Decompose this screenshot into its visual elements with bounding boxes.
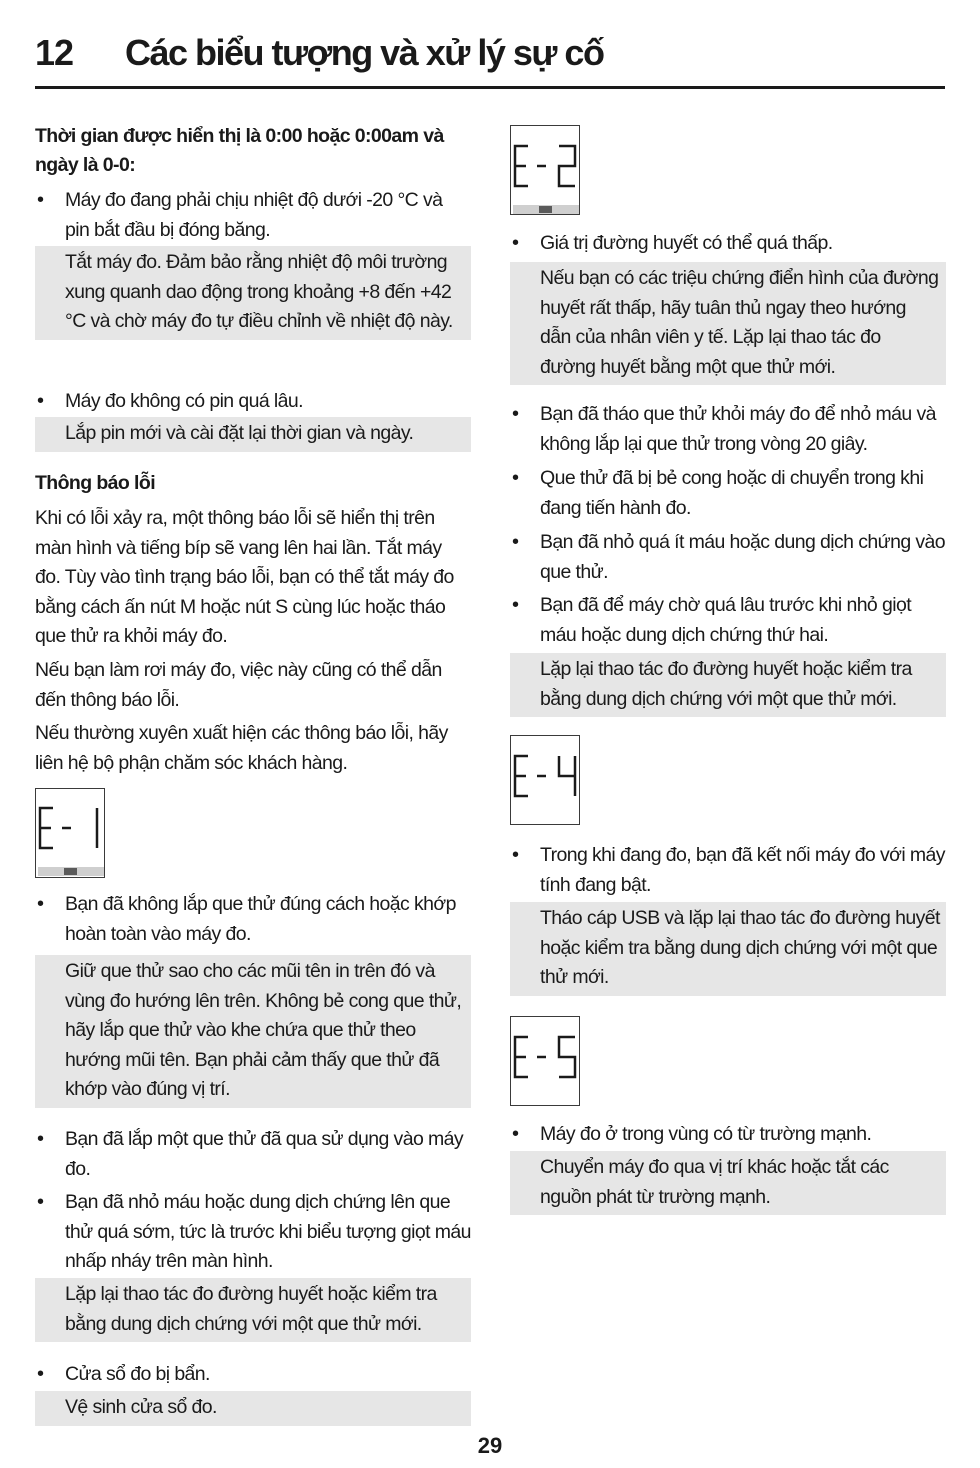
bullet-text: Bạn đã tháo que thử khỏi máy đo để nhỏ máu và không lắp lại que thử trong vòng 20 giây.: [540, 403, 936, 455]
bullet-icon: •: [512, 531, 519, 553]
bullet-icon: •: [37, 1363, 44, 1385]
list-item: [510, 229, 946, 259]
bullet-text: Cửa sổ đo bị bẩn.: [65, 1363, 210, 1385]
error-paragraph: Nếu thường xuyên xuất hiện các thông báo lỗi, hãy liên hệ bộ phận chăm sóc khách hàng.: [35, 722, 448, 774]
error-heading: Thông báo lỗi: [35, 472, 156, 494]
bullet-icon: •: [37, 1128, 44, 1150]
bullet-text: Máy đo ở trong vùng có từ trường mạnh.: [540, 1123, 872, 1145]
bullet-text: Máy đo không có pin quá lâu.: [65, 390, 303, 412]
lcd-display-e1: [35, 788, 105, 878]
list-item: [35, 1188, 471, 1277]
lcd-e1-icon: [36, 789, 106, 879]
remedy-box: Vệ sinh cửa sổ đo.: [35, 1391, 471, 1426]
bullet-icon: •: [512, 844, 519, 866]
bullet-icon: •: [37, 1191, 44, 1213]
remedy-box: Chuyển máy đo qua vị trí khác hoặc tắt các nguồn phát từ trường mạnh.: [510, 1151, 946, 1215]
bullet-text: Bạn đã nhỏ máu hoặc dung dịch chứng lên que thử quá sớm, tức là trước khi biểu tượng giọt máu nhấp nháy trên màn hình.: [65, 1191, 471, 1272]
time-heading: Thời gian được hiển thị là 0:00 hoặc 0:00am và ngày là 0-0:: [35, 125, 444, 176]
list-item: [510, 528, 946, 587]
lcd-display-e4: [510, 735, 580, 825]
bullet-icon: •: [512, 467, 519, 489]
bullet-icon: •: [512, 1123, 519, 1145]
bullet-text: Bạn đã để máy chờ quá lâu trước khi nhỏ giọt máu hoặc dung dịch chứng thứ hai.: [540, 594, 912, 646]
page-number: 29: [477, 1433, 503, 1458]
lcd-e5-icon: [511, 1017, 581, 1107]
remedy-box: Tháo cáp USB và lặp lại thao tác đo đường huyết hoặc kiểm tra bằng dung dịch chứng với một que thử mới.: [510, 902, 946, 996]
remedy-box: Lắp pin mới và cài đặt lại thời gian và ngày.: [35, 417, 471, 452]
lcd-e2-icon: [511, 126, 581, 216]
list-item: [35, 186, 471, 245]
list-item: [510, 464, 946, 523]
bullet-text: Que thử đã bị bẻ cong hoặc di chuyển trong khi đang tiến hành đo.: [540, 467, 924, 519]
lcd-e4-icon: [511, 736, 581, 826]
list-item: [510, 591, 946, 650]
list-item: [510, 400, 946, 459]
list-item: [35, 387, 471, 417]
bullet-icon: •: [37, 390, 44, 412]
remedy-box: Lặp lại thao tác đo đường huyết hoặc kiểm tra bằng dung dịch chứng với một que thử mới.: [510, 653, 946, 717]
chapter-title: Các biểu tượng và xử lý sự cố: [125, 32, 604, 73]
bullet-text: Bạn đã nhỏ quá ít máu hoặc dung dịch chứng vào que thử.: [540, 531, 946, 583]
bullet-icon: •: [512, 232, 519, 254]
error-paragraph: Nếu bạn làm rơi máy đo, việc này cũng có thể dẫn đến thông báo lỗi.: [35, 659, 442, 711]
remedy-box: Nếu bạn có các triệu chứng điển hình của đường huyết rất thấp, hãy tuân thủ ngay theo hướng dẫn của nhân viên y tế. Lặp lại thao tác đo đường huyết bằng một que thử mới.: [510, 262, 946, 385]
bullet-text: Giá trị đường huyết có thể quá thấp.: [540, 232, 833, 254]
bullet-text: Bạn đã lắp một que thử đã qua sử dụng vào máy đo.: [65, 1128, 464, 1180]
list-item: [510, 841, 946, 900]
lcd-display-e5: [510, 1016, 580, 1106]
bullet-text: Trong khi đang đo, bạn đã kết nối máy đo với máy tính đang bật.: [540, 844, 945, 896]
lcd-display-e2: [510, 125, 580, 215]
bullet-icon: •: [512, 594, 519, 616]
remedy-box: Lặp lại thao tác đo đường huyết hoặc kiểm tra bằng dung dịch chứng với một que thử mới.: [35, 1278, 471, 1342]
list-item: [35, 1360, 471, 1390]
list-item: [35, 890, 471, 949]
remedy-box: Tắt máy đo. Đảm bảo rằng nhiệt độ môi trường xung quanh dao động trong khoảng +8 đến +42 °C và chờ máy đo tự điều chỉnh về nhiệt độ này.: [35, 246, 471, 340]
bullet-icon: •: [512, 403, 519, 425]
chapter-number: 12: [35, 32, 74, 73]
list-item: [35, 1125, 471, 1184]
error-paragraph: Khi có lỗi xảy ra, một thông báo lỗi sẽ hiển thị trên màn hình và tiếng bíp sẽ vang lên hai lần. Tắt máy đo. Tùy vào tình trạng báo lỗi, bạn có thể tắt máy đo bằng cách ấn nút M hoặc nút S cùng lúc hoặc tháo que thử ra khỏi máy đo.: [35, 507, 454, 647]
bullet-text: Bạn đã không lắp que thử đúng cách hoặc khớp hoàn toàn vào máy đo.: [65, 893, 456, 945]
list-item: [510, 1120, 946, 1150]
bullet-icon: •: [37, 189, 44, 211]
remedy-box: Giữ que thử sao cho các mũi tên in trên đó và vùng đo hướng lên trên. Không bẻ cong que thử, hãy lắp que thử vào khe chứa que thử theo hướng mũi tên. Bạn phải cảm thấy que thử đã khớp vào đúng vị trí.: [35, 955, 471, 1108]
bullet-text: Máy đo đang phải chịu nhiệt độ dưới -20 °C và pin bắt đầu bị đóng băng.: [65, 189, 443, 241]
bullet-icon: •: [37, 893, 44, 915]
page-header: [35, 28, 945, 89]
